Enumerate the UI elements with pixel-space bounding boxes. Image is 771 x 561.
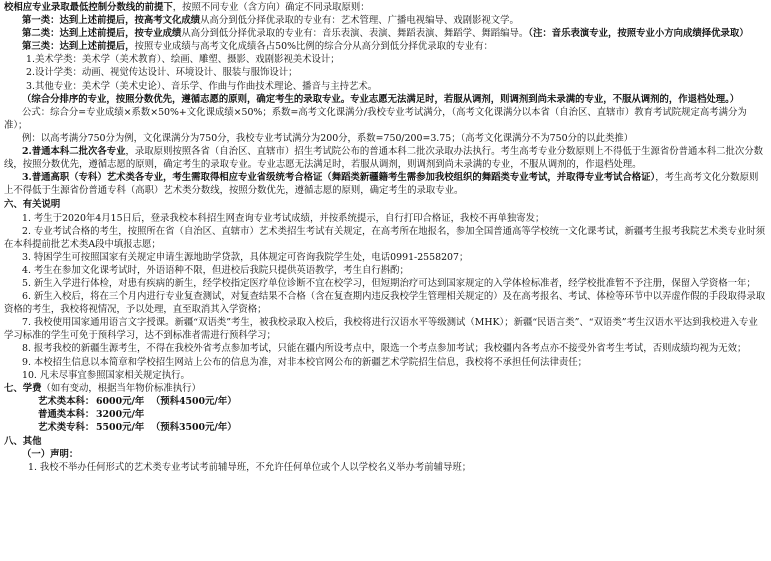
batch-two-rest: ，录取原则按照各省（自治区、直辖市）招生考试院公布的普通本科二批次录取办法执行。考生高考专业分数原则上不得低于生源省份普通本科二批次分数线，按照分数优先，遵循志愿的原则，确定考生的录取专业。专业志愿无法满足时，若服从调剂，则调剂到尚未录满的专业，不服从调剂的，作退档处理。 bbox=[4, 146, 764, 171]
statement-item: 1. 我校不举办任何形式的艺术类专业考试考前辅导班，不允许任何单位或个人以学校名义举办考前辅导班； bbox=[28, 462, 472, 474]
section-seven-title: 七、学费 bbox=[4, 382, 42, 394]
rule-third-mid: 按照专业成绩与高考文化成绩各占50%比例的综合分 bbox=[134, 41, 353, 53]
major-item: 3.其他专业：美术学（美术史论）、音乐学、作曲与作曲技术理论、播音与主持艺术。 bbox=[26, 80, 378, 92]
rule-second-bold: 第二类：达到上述前提后，按专业成绩 bbox=[22, 28, 182, 40]
note-item: 1. 考生于2020年4月15日后，登录我校本科招生网查询专业考试成绩，并按系统提示，自行打印合格证，我校不再单独寄发； bbox=[22, 212, 545, 224]
major-item: 1.美术学类：美术学（美术教育）、绘画、雕塑、摄影、戏剧影视美术设计； bbox=[26, 54, 340, 66]
section-eight-title: 八、其他 bbox=[4, 436, 42, 448]
composite-note: （综合分排序的专业，按照分数优先，遵循志愿的原则，确定考生的录取专业。专业志愿无法满足时，若服从调剂，则调剂到尚未录满的专业，不服从调剂的，作退档处理。） bbox=[22, 93, 740, 105]
example-text: 例：以高考满分750分为例，文化课满分为750分，我校专业考试满分为200分，系数=750/200=3.75；（高考文化课满分不为750分的以此类推） bbox=[22, 132, 634, 144]
admission-intro-bold: 校相应专业录取最低控制分数线的前提下 bbox=[4, 2, 173, 13]
vocational-rest: ，考生高考文化分数原则上不得低于生源省份普通专科（高职）艺术类分数线，按照分数优先，遵循志愿的原则，确定考生的录取专业。 bbox=[4, 172, 759, 197]
note-item: 10. 凡未尽事宜参照国家相关规定执行。 bbox=[22, 369, 190, 381]
rule-third-bold: 第三类：达到上述前提后， bbox=[22, 41, 135, 53]
note-item: 4. 考生在参加文化课考试时，外语语种不限，但进校后我院只提供英语教学，考生自行斟酌； bbox=[22, 264, 409, 276]
batch-two-rule bbox=[4, 145, 767, 171]
note-item: 3. 特困学生可按照国家有关规定申请生源地助学贷款，具体规定可咨询我院学生处，电话0991-2558207； bbox=[22, 251, 469, 263]
formula-text: 公式：综合分=专业成绩×系数×50%+文化课成绩×50%；系数=高考文化课满分/我校专业考试满分，（高考文化课满分以本省（自治区、直辖市）教育考试院规定高考满分为准）； bbox=[4, 106, 747, 131]
major-item: 2.设计学类：动画、视觉传达设计、环境设计、服装与服饰设计； bbox=[26, 67, 298, 79]
rule-second-note: （注：音乐表演专业，按照专业小方向成绩择优录取） bbox=[528, 28, 749, 40]
rule-first-rest: 从高分到低分择优录取的专业有：艺术管理、广播电视编导、戏剧影视文学。 bbox=[200, 15, 519, 27]
note-item: 2. 专业考试合格的考生，按照所在省（自治区、直辖市）艺术类招生考试有关规定，在高考所在地报名，参加全国普通高等学校统一文化课考试，新疆考生报考我院艺术类专业时须在本科提前批艺术类A段中填报志愿； bbox=[4, 225, 766, 250]
fee-amount: 6000元/年 bbox=[96, 395, 145, 407]
rule-first-bold: 第一类：达到上述前提后，按高考文化成绩 bbox=[22, 15, 201, 27]
statement-subtitle: （一）声明： bbox=[22, 449, 79, 461]
rule-first bbox=[4, 14, 767, 27]
section-seven-heading bbox=[4, 382, 767, 395]
rule-third bbox=[4, 40, 767, 53]
rule-third-rest: 从高分到低分择优录取的专业有： bbox=[352, 41, 493, 53]
fee-note: （预科3500元/年） bbox=[150, 422, 237, 433]
fee-label: 普通类本科： bbox=[38, 408, 95, 420]
admission-intro bbox=[4, 1, 767, 14]
rule-second bbox=[4, 27, 767, 40]
fee-row bbox=[4, 395, 767, 408]
section-seven-sub: （如有变动，根据当年物价标准执行） bbox=[41, 382, 201, 394]
note-item: 7. 我校使用国家通用语言文字授课。新疆“双语类”考生，被我校录取入校后，我校将进行汉语水平等级测试（MHK）；新疆“民语言类”、“双语类”考生汉语水平达到我校进入专业学习标准的学生可免于预科学习，达不到标准者需进行预科学习； bbox=[4, 317, 758, 342]
rule-second-rest: 从高分到低分择优录取的专业有：音乐表演、表演、舞蹈表演、舞蹈学、舞蹈编导。 bbox=[181, 28, 529, 40]
fee-amount: 3200元/年 bbox=[96, 408, 145, 420]
admission-intro-rest: ，按照不同专业（含方向）确定不同录取原则： bbox=[172, 2, 370, 13]
fee-amount: 5500元/年 bbox=[96, 422, 145, 433]
vocational-bold: 3.普通高职（专科）艺术类各专业，考生需取得相应专业省级统考合格证（舞蹈类新疆籍考生需参加我校组织的舞蹈类专业考试，并取得专业考试合格证） bbox=[22, 172, 656, 184]
fee-note: （预科4500元/年） bbox=[150, 395, 237, 407]
fee-label: 艺术类本科： bbox=[38, 395, 95, 407]
note-item: 6. 新生入校后，将在三个月内进行专业复查测试，对复查结果不合格（含在复查期内违反我校学生管理相关规定的）及在高考报名、考试、体检等环节中以弄虚作假的手段取得录取资格的考生，我校将视情况，予以处理，直至取消其入学资格； bbox=[4, 291, 766, 316]
vocational-rule bbox=[4, 171, 767, 197]
batch-two-bold: 2.普通本科二批次各专业 bbox=[22, 146, 126, 158]
fee-label: 艺术类专科： bbox=[38, 422, 95, 433]
fee-row bbox=[4, 421, 767, 434]
note-item: 9. 本校招生信息以本简章和学校招生网站上公布的信息为准，对非本校官网公布的新疆艺术学院招生信息，我校将不承担任何法律责任； bbox=[22, 356, 588, 368]
note-item: 5. 新生入学进行体检，对患有疾病的新生，经学校指定医疗单位诊断不宜在校学习，但短期治疗可达到国家规定的入学体检标准者，经学校批准暂不予注册，保留入学资格一年； bbox=[22, 277, 756, 289]
fee-row bbox=[4, 408, 767, 421]
note-item: 8. 报考我校的新疆生源考生，不得在我校外省考点参加考试，只能在疆内所设考点中，限选一个考点参加考试；我校疆内各考点亦不接受外省考生考试，否则成绩均视为无效； bbox=[22, 343, 747, 355]
section-six-title: 六、有关说明 bbox=[4, 199, 61, 211]
